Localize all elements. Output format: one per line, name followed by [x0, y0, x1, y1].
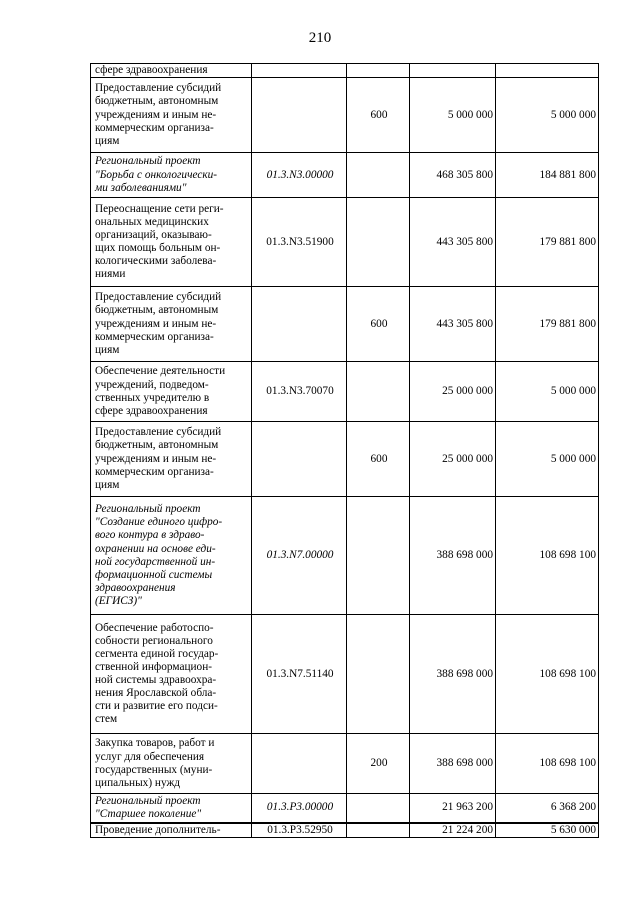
row-name: Предоставление субсидий бюджетным, автономным учреждениям и иным не- коммерческим организа- циям	[91, 78, 252, 153]
row-name: Переоснащение сети реги- ональных медицинских организаций, оказываю- щих помощь больным он- кологическими заболева- ниями	[91, 198, 252, 287]
row-sum-2: 5 000 000	[496, 362, 599, 422]
row-code: 01.3.N3.51900	[252, 198, 347, 287]
row-name: Предоставление субсидий бюджетным, автономным учреждениям и иным не- коммерческим организа- циям	[91, 287, 252, 362]
row-sum-1: 21 224 200	[410, 823, 496, 838]
row-expense-type	[347, 794, 410, 823]
row-sum-1: 25 000 000	[410, 362, 496, 422]
row-sum-1: 443 305 800	[410, 198, 496, 287]
row-sum-1: 468 305 800	[410, 153, 496, 198]
row-sum-1: 25 000 000	[410, 422, 496, 497]
row-sum-1: 5 000 000	[410, 78, 496, 153]
row-expense-type	[347, 497, 410, 615]
row-expense-type: 600	[347, 287, 410, 362]
row-code	[252, 734, 347, 794]
row-name: Региональный проект "Создание единого цифро- вого контура в здраво- охранении на основе еди- ной государственной ин- формационной системы здравоохранения (ЕГИСЗ)"	[91, 497, 252, 615]
row-code: 01.3.N3.70070	[252, 362, 347, 422]
row-sum-2: 179 881 800	[496, 198, 599, 287]
row-code: 01.3.N3.00000	[252, 153, 347, 198]
row-expense-type	[347, 362, 410, 422]
row-name: Закупка товаров, работ и услуг для обеспечения государственных (муни- ципальных) нужд	[91, 734, 252, 794]
row-code: 01.3.N7.00000	[252, 497, 347, 615]
row-sum-2: 108 698 100	[496, 734, 599, 794]
row-code: 01.3.P3.52950	[252, 823, 347, 838]
row-expense-type: 200	[347, 734, 410, 794]
row-sum-2: 5 630 000	[496, 823, 599, 838]
row-sum-2: 179 881 800	[496, 287, 599, 362]
row-sum-2: 6 368 200	[496, 794, 599, 823]
row-name: Обеспечение работоспо- собности регионального сегмента единой государ- ственной информацион- ной системы здравоохра- нения Ярославской обла- сти и развитие его подси- стем	[91, 615, 252, 734]
table-row	[91, 497, 599, 615]
row-expense-type	[347, 64, 410, 78]
row-sum-1: 21 963 200	[410, 794, 496, 823]
row-sum-2: 108 698 100	[496, 497, 599, 615]
row-expense-type: 600	[347, 422, 410, 497]
row-sum-2: 108 698 100	[496, 615, 599, 734]
row-name: Обеспечение деятельности учреждений, подведом- ственных учредителю в сфере здравоохранения	[91, 362, 252, 422]
table-row	[91, 78, 599, 153]
row-sum-1: 388 698 000	[410, 734, 496, 794]
row-code	[252, 64, 347, 78]
table-row	[91, 794, 599, 823]
row-expense-type	[347, 198, 410, 287]
row-code: 01.3.P3.00000	[252, 794, 347, 823]
row-name: Региональный проект "Борьба с онкологически- ми заболеваниями"	[91, 153, 252, 198]
row-name: Региональный проект "Старшее поколение"	[91, 794, 252, 823]
row-sum-1: 443 305 800	[410, 287, 496, 362]
table-row	[91, 153, 599, 198]
row-sum-2	[496, 64, 599, 78]
row-expense-type	[347, 153, 410, 198]
table-row	[91, 615, 599, 734]
row-sum-1	[410, 64, 496, 78]
row-name: Предоставление субсидий бюджетным, автономным учреждениям и иным не- коммерческим организа- циям	[91, 422, 252, 497]
row-code	[252, 422, 347, 497]
row-name: сфере здравоохранения	[91, 64, 252, 78]
table-row	[91, 64, 599, 78]
row-sum-2: 5 000 000	[496, 78, 599, 153]
table-row	[91, 734, 599, 794]
row-sum-1: 388 698 000	[410, 497, 496, 615]
row-sum-1: 388 698 000	[410, 615, 496, 734]
row-expense-type: 600	[347, 78, 410, 153]
budget-table	[90, 63, 599, 838]
row-code	[252, 287, 347, 362]
row-code: 01.3.N7.51140	[252, 615, 347, 734]
row-expense-type	[347, 823, 410, 838]
page-number: 210	[308, 30, 332, 46]
row-expense-type	[347, 615, 410, 734]
row-code	[252, 78, 347, 153]
row-sum-2: 5 000 000	[496, 422, 599, 497]
row-name: Проведение дополнитель-	[91, 823, 252, 838]
row-sum-2: 184 881 800	[496, 153, 599, 198]
table-row	[91, 422, 599, 497]
table-row	[91, 198, 599, 287]
table-row	[91, 823, 599, 838]
table-row	[91, 287, 599, 362]
table-row	[91, 362, 599, 422]
